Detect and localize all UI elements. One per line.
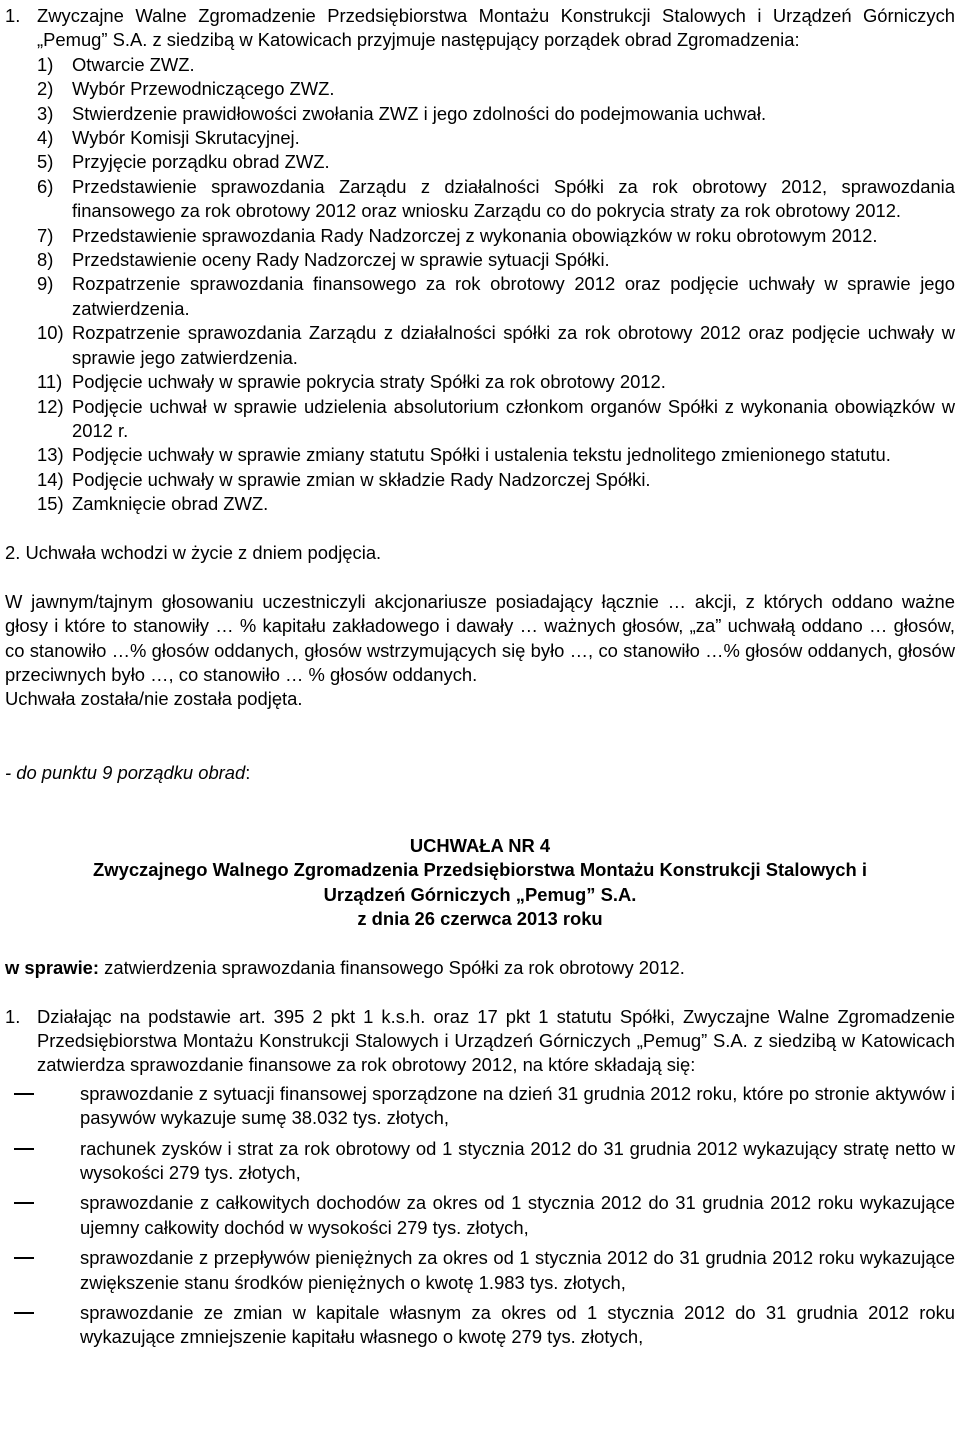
agenda-item-text: Otwarcie ZWZ. <box>72 53 195 75</box>
statement-component-text: sprawozdanie z sytuacji finansowej sporządzone na dzień 31 grudnia 2012 roku, które po stronie aktywów i pasywów wykazuje sumę 38.032 tys. złotych, <box>80 1082 955 1129</box>
spacer <box>5 980 955 1004</box>
dash-bullet <box>14 1202 34 1204</box>
agenda-item-text: Podjęcie uchwały w sprawie zmian w składzie Rady Nadzorczej Spółki. <box>72 468 651 490</box>
agenda-item <box>37 53 955 77</box>
resolution-point-1 <box>5 1005 955 1078</box>
dash-bullet <box>14 1093 34 1095</box>
agenda-item-text: Podjęcie uchwały w sprawie pokrycia straty Spółki za rok obrotowy 2012. <box>72 371 666 393</box>
resolution-body-line-2: Urządzeń Górniczych „Pemug” S.A. <box>323 883 637 905</box>
spacer <box>5 736 955 760</box>
resolution-point-text: Działając na podstawie art. 395 2 pkt 1 k.s.h. oraz 17 pkt 1 statutu Spółki, Zwyczajne Walne Zgromadzenie Przedsiębiorstwa Montażu Konstrukcji Stalowych i Urządzeń Górniczych „Pemug” S.A. z siedzibą w Katowicach zatwierdza sprawozdanie finansowe za rok obrotowy 2012, na które składają się: <box>37 1005 955 1076</box>
agenda-item-text: Przedstawienie oceny Rady Nadzorczej w sprawie sytuacji Spółki. <box>72 249 610 271</box>
agenda-item <box>37 102 955 126</box>
agenda-item-number: 13) <box>37 444 64 466</box>
statement-component <box>80 1137 955 1186</box>
spacer <box>5 517 955 541</box>
spacer <box>5 809 955 833</box>
agenda-item <box>37 248 955 272</box>
statement-component-text: sprawozdanie ze zmian w kapitale własnym za okres od 1 stycznia 2012 do 31 grudnia 2012 roku wykazujące zmniejszenie kapitału własnego o kwotę 279 tys. złotych, <box>80 1302 955 1348</box>
spacer <box>5 931 955 955</box>
agenda-point-label: - do punktu 9 porządku obrad <box>5 761 246 783</box>
agenda-item-number: 15) <box>37 493 64 515</box>
agenda-item-number: 14) <box>37 468 64 490</box>
agenda-item-number: 8) <box>37 249 54 271</box>
resolution-title: UCHWAŁA NR 4 <box>409 834 551 856</box>
resolution-subject <box>5 956 955 980</box>
agenda-item-text: Rozpatrzenie sprawozdania finansowego za rok obrotowy 2012 oraz podjęcie uchwały w sprawie jego zatwierdzenia. <box>72 273 955 319</box>
agenda-item-text: Zamknięcie obrad ZWZ. <box>72 493 269 515</box>
statement-component <box>80 1191 955 1240</box>
agenda-item-text: Wybór Przewodniczącego ZWZ. <box>72 78 335 100</box>
agenda-item <box>37 224 955 248</box>
resolution-date: z dnia 26 czerwca 2013 roku <box>357 907 603 929</box>
dash-bullet <box>14 1312 34 1314</box>
resolution-point-number: 1. <box>5 1005 21 1027</box>
agenda-item-text: Stwierdzenie prawidłowości zwołania ZWZ i jego zdolności do podejmowania uchwał. <box>72 102 767 124</box>
agenda-item-number: 10) <box>37 322 64 344</box>
agenda-item-number: 9) <box>37 273 54 295</box>
agenda-item-number: 11) <box>37 371 63 393</box>
subject-label: w sprawie: <box>5 956 100 978</box>
statement-component <box>80 1246 955 1295</box>
agenda-item <box>37 77 955 101</box>
resolution-body-line-1: Zwyczajnego Walnego Zgromadzenia Przedsiębiorstwa Montażu Konstrukcji Stalowych i <box>93 859 867 881</box>
dash-bullet <box>14 1148 34 1150</box>
agenda-item <box>37 150 955 174</box>
agenda-item <box>37 272 955 321</box>
statement-component-text: sprawozdanie z całkowitych dochodów za okres od 1 stycznia 2012 do 31 grudnia 2012 roku wykazujące ujemny całkowity dochód w wysokości 279 tys. złotych, <box>80 1192 955 1238</box>
agenda-item-text: Rozpatrzenie sprawozdania Zarządu z działalności spółki za rok obrotowy 2012 oraz podjęcie uchwały w sprawie jego zatwierdzenia. <box>72 322 955 368</box>
agenda-item-number: 5) <box>37 151 54 173</box>
agenda-item-text: Wybór Komisji Skrutacyjnej. <box>72 127 300 149</box>
agenda-item-number: 3) <box>37 102 54 124</box>
agenda-item-number: 1) <box>37 53 54 75</box>
agenda-point-colon: : <box>245 761 251 783</box>
voting-paragraph: W jawnym/tajnym głosowaniu uczestniczyli akcjonariusze posiadający łącznie … akcji, z których oddano ważne głosy i które to stanowiły … % kapitału zakładowego i dawały … ważnych głosów, „za” uchwałą oddano … głosów, co stanowiło …% głosów oddanych, głosów wstrzymujących się było …, co stanowiło …% głosów oddanych, głosów przeciwnych było …, co stanowiło … % głosów oddanych. <box>5 590 955 685</box>
agenda-item-text: Przedstawienie sprawozdania Zarządu z działalności Spółki za rok obrotowy 2012, sprawozdania finansowego za rok obrotowy 2012 oraz wniosku Zarządu co do pokrycia straty za rok obrotowy 2012. <box>72 175 955 222</box>
agenda-item <box>37 370 955 394</box>
agenda-item-number: 12) <box>37 395 64 417</box>
agenda-item-number: 4) <box>37 127 54 149</box>
statement-components-list <box>5 1082 955 1350</box>
resolution-result: Uchwała została/nie została podjęta. <box>5 688 303 710</box>
agenda-list <box>5 53 955 517</box>
agenda-item <box>37 126 955 150</box>
spacer <box>5 565 955 589</box>
agenda-item-number: 2) <box>37 78 54 100</box>
agenda-item <box>37 468 955 492</box>
spacer <box>5 712 955 736</box>
agenda-item <box>37 395 955 444</box>
section-1-intro: Zwyczajne Walne Zgromadzenie Przedsiębiorstwa Montażu Konstrukcji Stalowych i Urządzeń Górniczych „Pemug” S.A. z siedzibą w Katowicach przyjmuje następujący porządek obrad Zgromadzenia: <box>37 5 955 51</box>
agenda-item-text: Podjęcie uchwał w sprawie udzielenia absolutorium członkom organów Spółki z wykonania obowiązków w 2012 r. <box>72 395 955 441</box>
spacer <box>5 785 955 809</box>
agenda-item-number: 6) <box>37 175 54 197</box>
agenda-item <box>37 492 955 516</box>
section-1 <box>5 4 955 53</box>
agenda-item-number: 7) <box>37 224 54 246</box>
section-2: 2. Uchwała wchodzi w życie z dniem podjęcia. <box>5 541 382 563</box>
subject-text: zatwierdzenia sprawozdania finansowego Spółki za rok obrotowy 2012. <box>104 956 685 978</box>
agenda-item-text: Przedstawienie sprawozdania Rady Nadzorczej z wykonania obowiązków w roku obrotowym 2012. <box>72 224 878 246</box>
agenda-item-text: Przyjęcie porządku obrad ZWZ. <box>72 151 330 173</box>
agenda-item <box>37 175 955 224</box>
dash-bullet <box>14 1257 34 1259</box>
agenda-point-reference <box>5 761 955 785</box>
statement-component <box>80 1301 955 1350</box>
agenda-item-text: Podjęcie uchwały w sprawie zmiany statutu Spółki i ustalenia tekstu jednolitego zmienionego statutu. <box>72 444 891 466</box>
section-1-number: 1. <box>5 5 21 26</box>
agenda-item <box>37 443 955 467</box>
statement-component-text: rachunek zysków i strat za rok obrotowy od 1 stycznia 2012 do 31 grudnia 2012 wykazujący stratę netto w wysokości 279 tys. złotych, <box>80 1137 955 1183</box>
agenda-item <box>37 321 955 370</box>
statement-component <box>80 1082 955 1131</box>
statement-component-text: sprawozdanie z przepływów pieniężnych za okres od 1 stycznia 2012 do 31 grudnia 2012 roku wykazujące zwiększenie stanu środków pieniężnych o kwotę 1.983 tys. złotych, <box>80 1247 955 1293</box>
